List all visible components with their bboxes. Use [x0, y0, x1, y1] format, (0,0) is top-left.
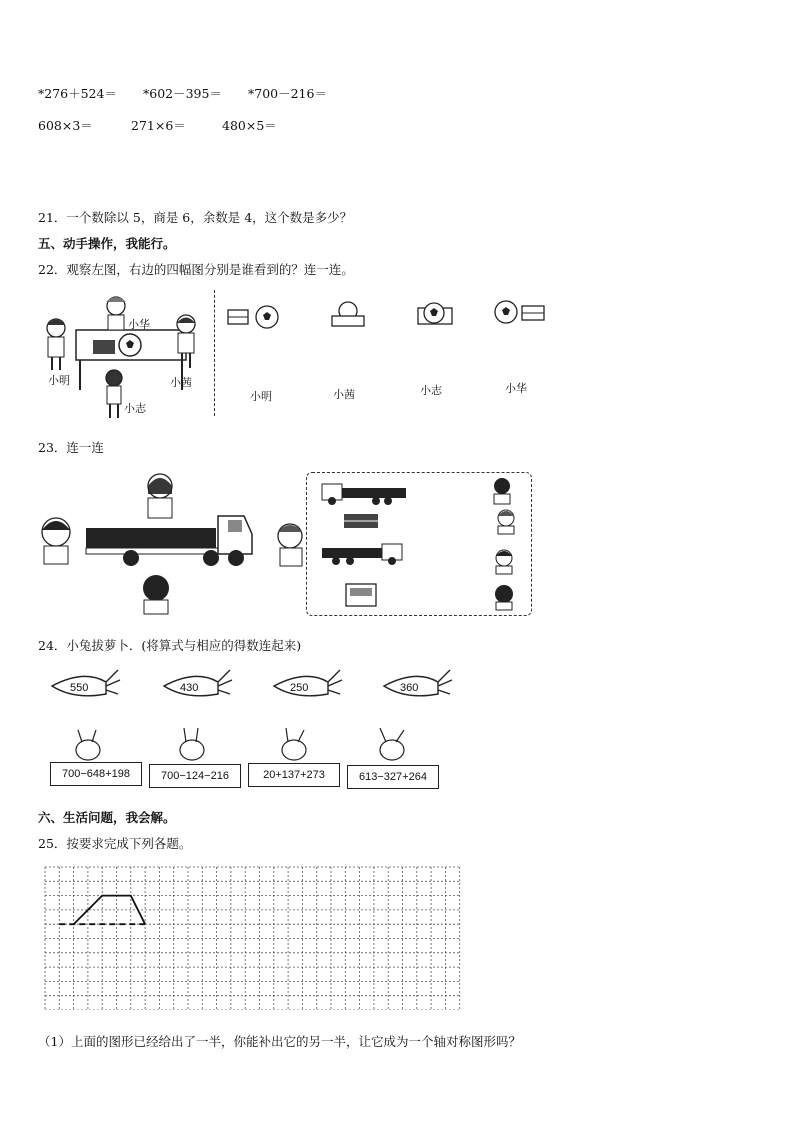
- question-23: 23．连一连: [38, 440, 104, 455]
- calc-item: 608×3＝: [38, 118, 93, 133]
- q24-carrots: [44, 664, 454, 714]
- carrot-value: 430: [180, 682, 199, 694]
- carrot-value: 250: [290, 682, 309, 694]
- carrot-value: 550: [70, 682, 89, 694]
- section-5-heading: 五、动手操作，我能行。: [38, 236, 176, 251]
- question-25-sub-1: （1）上面的图形已经给出了一半，你能补出它的另一半，让它成为一个轴对称图形吗？: [38, 1034, 521, 1049]
- rabbit-icon: [180, 728, 204, 760]
- scene-name: 小华: [128, 318, 150, 331]
- expression-box: 20+137+273: [248, 763, 340, 787]
- question-22: 22．观察左图，右边的四幅图分别是谁看到的？连一连。: [38, 262, 354, 277]
- q23-options: [316, 476, 526, 612]
- expression-box: 700−124−216: [149, 764, 241, 788]
- expression-box: 613−327+264: [347, 765, 439, 789]
- calc-item: *602－395＝: [143, 86, 222, 101]
- calc-item: *700－216＝: [248, 86, 327, 101]
- section-6-heading: 六、生活问题，我会解。: [38, 810, 176, 825]
- scene-name: 小志: [124, 402, 146, 415]
- q23-truck-scene: [36, 470, 306, 615]
- question-24: 24．小兔拔萝卜．(将算式与相应的得数连起来): [38, 638, 302, 653]
- dot-grid: [44, 866, 462, 1010]
- calc-item: *276＋524＝: [38, 86, 117, 101]
- divider: [214, 290, 215, 416]
- q24-rabbits: [60, 726, 420, 764]
- view-name: 小华: [505, 382, 527, 395]
- q22-views: [222, 298, 562, 338]
- expression-box: 700−648+198: [50, 762, 142, 786]
- question-25: 25．按要求完成下列各题。: [38, 836, 192, 851]
- rabbit-icon: [282, 728, 306, 760]
- scene-name: 小明: [48, 374, 70, 387]
- view-name: 小明: [250, 390, 272, 403]
- calc-item: 480×5＝: [222, 118, 277, 133]
- view-name: 小志: [420, 384, 442, 397]
- carrot-value: 360: [400, 682, 419, 694]
- view-name: 小茜: [333, 388, 355, 401]
- rabbit-icon: [380, 728, 404, 760]
- question-21: 21．一个数除以 5，商是 6，余数是 4，这个数是多少？: [38, 210, 353, 225]
- scene-name: 小茜: [170, 376, 192, 389]
- rabbit-icon: [76, 730, 100, 760]
- calc-item: 271×6＝: [131, 118, 186, 133]
